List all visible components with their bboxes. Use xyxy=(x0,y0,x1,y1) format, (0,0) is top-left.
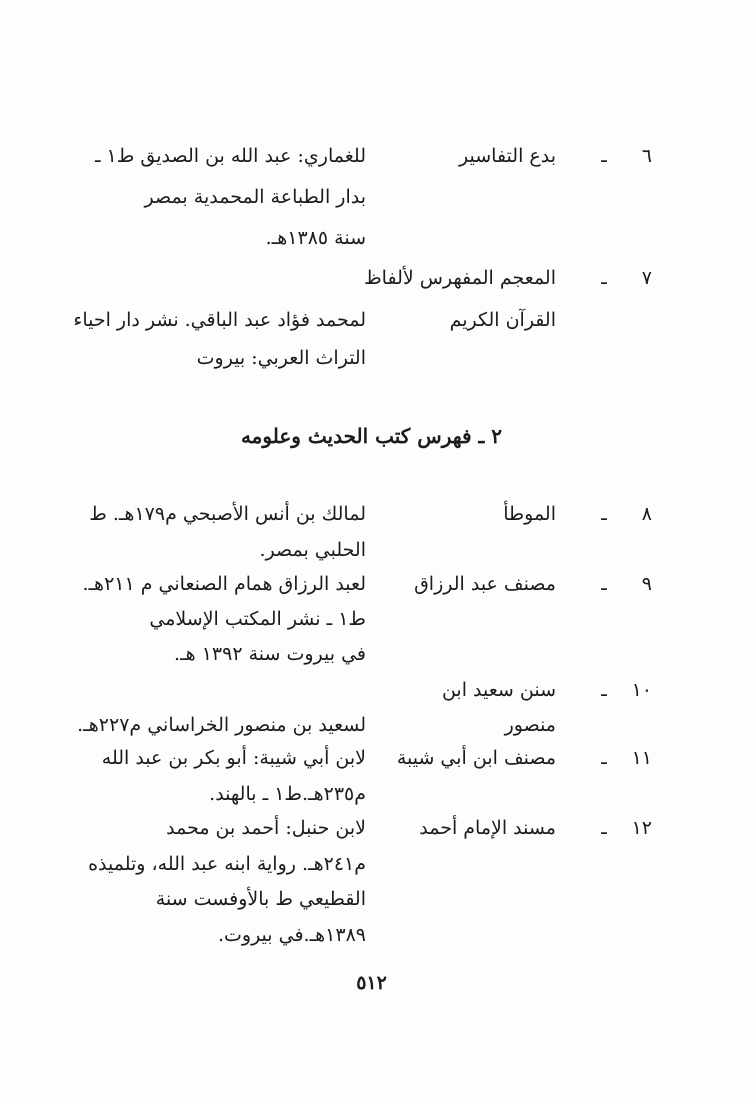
entry-description: لمحمد فؤاد عبد الباقي. نشر دار احياء xyxy=(73,309,366,331)
entry-dash: ـ xyxy=(601,747,607,769)
entry-title: مصنف ابن أبي شيبة xyxy=(396,747,556,769)
entry-number: ٩ xyxy=(641,573,652,595)
entry-title: الموطأ xyxy=(503,503,556,525)
entry-description: م٢٣٥هـ.ط١ ـ بالهند. xyxy=(209,783,366,805)
entry-title: مسند الإمام أحمد xyxy=(419,817,556,839)
entry-title: منصور xyxy=(504,714,556,736)
entry-title: القرآن الكريم xyxy=(449,309,556,331)
entry-dash: ـ xyxy=(601,145,607,167)
entry-number: ٧ xyxy=(641,267,652,289)
entry-description: لمالك بن أنس الأصبحي م١٧٩هـ. ط xyxy=(89,503,366,525)
entry-description: للغماري: عبد الله بن الصديق ط١ ـ xyxy=(94,145,366,167)
entry-number: ٨ xyxy=(641,503,652,525)
entry-title: بدع التفاسير xyxy=(459,145,556,167)
entry-title: سنن سعيد ابن xyxy=(441,679,556,701)
entry-description: بدار الطباعة المحمدية بمصر xyxy=(144,186,366,208)
entry-description: القطيعي ط بالأوفست سنة xyxy=(155,888,366,910)
entry-description: لعبد الرزاق همام الصنعاني م ٢١١هـ. xyxy=(82,573,366,595)
entry-description: ١٣٨٩هـ.في بيروت. xyxy=(217,924,366,946)
entry-number: ١١ xyxy=(631,747,652,769)
entry-description: في بيروت سنة ١٣٩٢ هـ. xyxy=(174,643,366,665)
entry-dash: ـ xyxy=(601,679,607,701)
entry-description: الحلبي بمصر. xyxy=(259,539,366,561)
entry-dash: ـ xyxy=(601,817,607,839)
entry-dash: ـ xyxy=(601,573,607,595)
section-heading: ٢ ـ فهرس كتب الحديث وعلومه xyxy=(240,424,503,448)
entry-description: لابن أبي شيبة: أبو بكر بن عبد الله xyxy=(101,747,366,769)
entry-title: مصنف عبد الرزاق xyxy=(414,573,556,595)
entry-dash: ـ xyxy=(601,503,607,525)
entry-number: ١٢ xyxy=(631,817,652,839)
entry-description: لسعيد بن منصور الخراساني م٢٢٧هـ. xyxy=(77,714,366,736)
entry-description: ط١ ـ نشر المكتب الإسلامي xyxy=(149,608,366,630)
entry-number: ١٠ xyxy=(631,679,652,701)
entry-description: سنة ١٣٨٥هـ. xyxy=(265,227,366,249)
entry-description: لابن حنبل: أحمد بن محمد xyxy=(166,817,366,839)
page-number: ٥١٢ xyxy=(356,972,387,994)
entry-description: التراث العربي: بيروت xyxy=(196,347,366,369)
entry-dash: ـ xyxy=(601,267,607,289)
entry-title: المعجم المفهرس لألفاظ xyxy=(364,267,556,289)
entry-number: ٦ xyxy=(641,145,652,167)
entry-description: م٢٤١هـ. رواية ابنه عبد الله، وتلميذه xyxy=(88,853,366,875)
